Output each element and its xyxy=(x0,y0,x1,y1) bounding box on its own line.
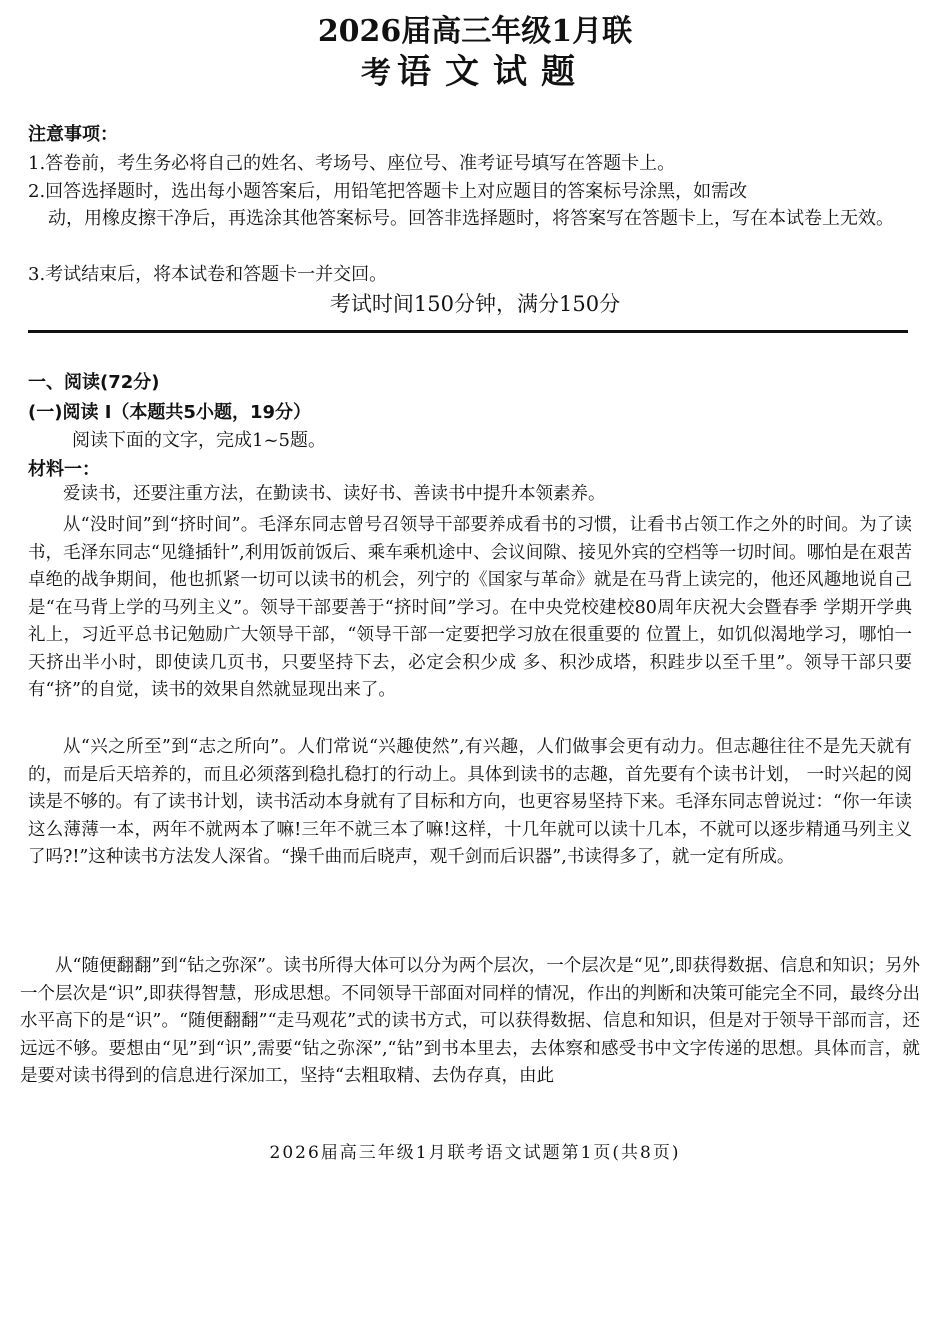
material-label: 材料一： xyxy=(28,459,100,480)
subsection-title: (一)阅读 I（本题共5小题，19分） xyxy=(28,402,311,423)
exam-time-info: 考试时间150分钟，满分150分 xyxy=(329,292,621,316)
exam-title-line2 xyxy=(0,44,950,93)
material-paragraph-time: 从“没时间”到“挤时间”。毛泽东同志曾号召领导干部要养成看书的习惯，让看书占领工作之外的时间。为了读书，毛泽东同志“见缝插针”,利用饭前饭后、乘车乘机途中、会议间隙、接见外宾的空档等一切时间。哪怕是在艰苦卓绝的战争期间，他也抓紧一切可以读书的机会，列宁的《国家与革命》就是在马背上读完的，他还风趣地说自己是“在马背上学的马列主义”。领导干部要善于“挤时间”学习。在中央党校建校80周年庆祝大会暨春季 学期开学典礼上，习近平总书记勉励广大领导干部，“领导干部一定要把学习放在很重要的 位置上，如饥似渴地学习，哪怕一天挤出半小时，即使读几页书，只要坚持下去，必定会积少成 多、积沙成塔，积跬步以至千里”。领导干部只要有“挤”的自觉，读书的效果自然就显现出来了。 xyxy=(28,515,912,700)
notice-item-2 xyxy=(28,178,912,232)
material-paragraph-intro: 爱读书，还要注重方法，在勤读书、读好书、善读书中提升本领素养。 xyxy=(63,484,606,504)
material-paragraph-depth: 从“随便翻翻”到“钻之弥深”。读书所得大体可以分为两个层次，一个层次是“见”,即获得数据、信息和知识；另外一个层次是“识”,即获得智慧，形成思想。不同领导干部面对同样的情况，作出的判断和决策可能完全不同，最终分出水平高下的是“识”。“随便翻翻”“走马观花”式的读书方式，可以获得数据、信息和知识，但是对于领导干部而言，还远远不够。要想由“见”到“识”,需要“钻之弥深”,“钻”到书本里去，去体察和感受书中文字传递的思想。具体而言，就是要对读书得到的信息进行深加工，坚持“去粗取精、去伪存真，由此 xyxy=(20,956,920,1086)
notice-heading: 注意事项： xyxy=(28,124,118,145)
material-paragraph-interest: 从“兴之所至”到“志之所向”。人们常说“兴趣使然”,有兴趣，人们做事会更有动力。但志趣往往不是先天就有的，而是后天培养的，而且必须落到稳扎稳打的行动上。具体到读书的志趣，首先要有个读书计划， 一时兴起的阅读是不够的。有了读书计划，读书活动本身就有了目标和方向，也更容易坚持下来。毛泽东同志曾说过：“你一年读这么薄薄一本，两年不就两本了嘛!三年不就三本了嘛!这样，十几年就可以读十几本，不就可以逐步精通马列主义了吗?!”这种读书方法发人深省。“操千曲而后晓声，观千剑而后识器”,书读得多了，就一定有所成。 xyxy=(28,737,912,867)
exam-subject-title: 语文试题 xyxy=(397,52,589,92)
notice-item-2-continuation: 动，用橡皮擦干净后，再选涂其他答案标号。回答非选择题时，将答案写在答题卡上，写在本试卷上无效。 xyxy=(48,208,894,229)
notice-item-3: 3.考试结束后，将本试卷和答题卡一并交回。 xyxy=(28,264,388,285)
exam-title-prefix: 考 xyxy=(361,56,397,91)
page-footer: 2026届高三年级1月联考语文试题第1页(共8页) xyxy=(269,1143,681,1163)
notice-item-1: 1.答卷前，考生务必将自己的姓名、考场号、座位号、准考证号填写在答题卡上。 xyxy=(28,153,676,174)
exam-title-line1: 2026届高三年级1月联 xyxy=(317,14,633,49)
notice-item-2-line1: 2.回答选择题时，选出每小题答案后，用铅笔把答题卡上对应题目的答案标号涂黑，如需改 xyxy=(28,181,748,202)
section-title: 一、阅读(72分) xyxy=(28,372,160,393)
reading-instruction: 阅读下面的文字，完成1~5题。 xyxy=(72,430,326,451)
divider-rule xyxy=(28,330,908,333)
